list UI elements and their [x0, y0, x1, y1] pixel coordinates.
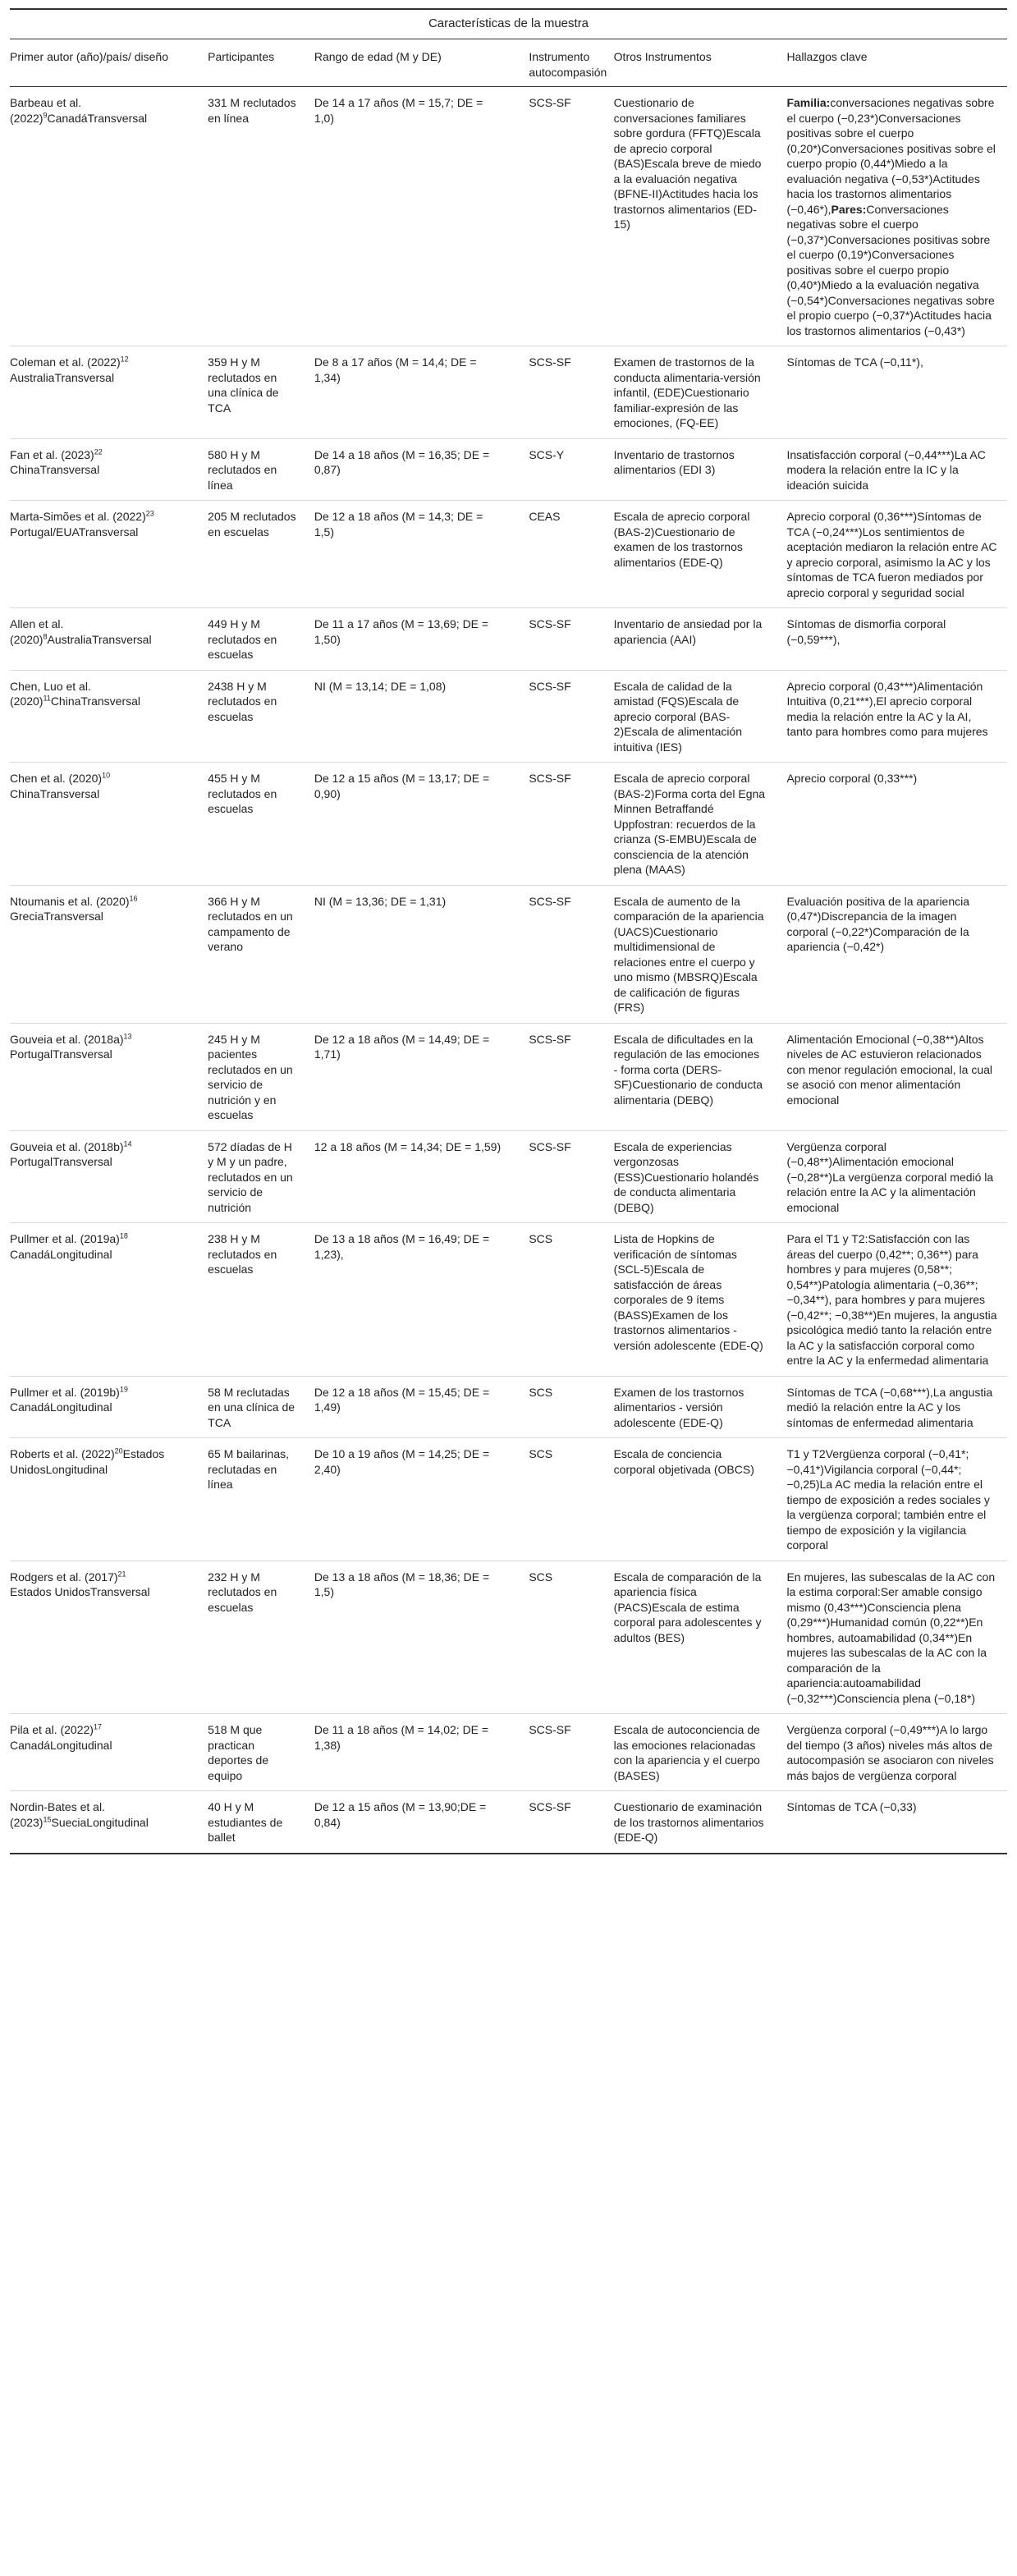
author-cell: Gouveia et al. $(2018b)^{14}$ PortugalTransversal: [10, 1130, 208, 1223]
reference-link[interactable]: 14: [123, 1139, 132, 1148]
other-instruments-cell: Escala de calidad de la amistad (FQS)Escala de aprecio corporal (BAS-2)Escala de alimentación intuitiva (IES): [614, 670, 787, 763]
findings-cell: Insatisfacción corporal (−0,44***)La AC modera la relación entre la IC y la ideación suicida: [786, 438, 1007, 501]
instrument-cell: SCS-SF: [529, 1130, 613, 1223]
table-row: [10, 885, 1007, 1023]
author-cell: Chen, Luo et al. $(2020)^{11}ChinaTransversal$: [10, 670, 208, 763]
author-cell: Pullmer et al. $(2019b)^{19}$ CanadáLongitudinal: [10, 1376, 208, 1438]
age-cell: De 11 a 18 años (M = 14,02; DE = 1,38): [314, 1714, 529, 1791]
other-instruments-cell: Escala de comparación de la apariencia física (PACS)Escala de estima corporal para adolescentes y adultos (BES): [614, 1561, 787, 1714]
participants-cell: 331 M reclutados en línea: [208, 87, 314, 346]
header-row: [10, 39, 1007, 87]
author-cell: Nordin-Bates et al. $(2023)^{15}SueciaLongitudinal$: [10, 1791, 208, 1854]
author-cell: Roberts et al. $(2022)^{20}Estados$ UnidosLongitudinal: [10, 1438, 208, 1561]
author-cell: Rodgers et al. $(2017)^{21}$ Estados UnidosTransversal: [10, 1561, 208, 1714]
instrument-cell: SCS-Y: [529, 438, 613, 501]
instrument-cell: SCS: [529, 1376, 613, 1438]
participants-cell: 2438 H y M reclutados en escuelas: [208, 670, 314, 763]
age-cell: NI (M = 13,14; DE = 1,08): [314, 670, 529, 763]
reference-link[interactable]: 16: [129, 893, 138, 902]
age-cell: 12 a 18 años (M = 14,34; DE = 1,59): [314, 1130, 529, 1223]
participants-cell: 58 M reclutadas en una clínica de TCA: [208, 1376, 314, 1438]
reference-link[interactable]: 8: [43, 631, 48, 640]
table-row: [10, 1023, 1007, 1130]
other-instruments-cell: Examen de trastornos de la conducta alimentaria-versión infantil, (EDE)Cuestionario familiar-expresión de las emociones, (FQ-EE): [614, 346, 787, 439]
author-cell: Barbeau et al. $(2022)^9CanadáTransversal$: [10, 87, 208, 346]
instrument-cell: SCS-SF: [529, 1791, 613, 1854]
age-cell: De 13 a 18 años (M = 16,49; DE = 1,23),: [314, 1223, 529, 1377]
instrument-cell: SCS-SF: [529, 608, 613, 671]
other-instruments-cell: Examen de los trastornos alimentarios - versión adolescente (EDE-Q): [614, 1376, 787, 1438]
instrument-cell: SCS-SF: [529, 1714, 613, 1791]
author-cell: Coleman et al. $(2022)^{12}$ AustraliaTransversal: [10, 346, 208, 439]
participants-cell: 580 H y M reclutados en línea: [208, 438, 314, 501]
age-cell: De 14 a 17 años (M = 15,7; DE = 1,0): [314, 87, 529, 346]
other-instruments-cell: Lista de Hopkins de verificación de síntomas (SCL-5)Escala de satisfacción de áreas corporales de 9 ítems (BASS)Examen de los trastornos alimentarios - versión adolescente (EDE-Q): [614, 1223, 787, 1377]
participants-cell: 449 H y M reclutados en escuelas: [208, 608, 314, 671]
header-author: Primer autor (año)/país/ diseño: [10, 39, 208, 87]
author-cell: Pila et al. $(2022)^{17}$ CanadáLongitudinal: [10, 1714, 208, 1791]
findings-cell: Síntomas de TCA (−0,68***),La angustia medió la relación entre la AC y los síntomas de enfermedad alimentaria: [786, 1376, 1007, 1438]
participants-cell: 238 H y M reclutados en escuelas: [208, 1223, 314, 1377]
table-caption: Características de la muestra: [10, 8, 1007, 39]
other-instruments-cell: Escala de aprecio corporal (BAS-2)Cuestionario de examen de los trastornos alimentarios (EDE-Q): [614, 501, 787, 608]
instrument-cell: CEAS: [529, 501, 613, 608]
sample-characteristics-table: [10, 8, 1007, 1854]
table-row: [10, 608, 1007, 671]
header-instrument: Instrumento autocompasión: [529, 39, 613, 87]
findings-cell: Síntomas de TCA (−0,33): [786, 1791, 1007, 1854]
findings-cell: Vergüenza corporal (−0,48**)Alimentación emocional (−0,28**)La vergüenza corporal medió la relación entre la AC y la alimentación emocional: [786, 1130, 1007, 1223]
table-row: [10, 346, 1007, 439]
findings-cell: Familia:conversaciones negativas sobre el cuerpo (−0,23*)Conversaciones positivas sobre el cuerpo (0,20*)Conversaciones positivas sobre el cuerpo propio (0,44*)Miedo a la evaluación negativa (−0,53*)Actitudes hacia los trastornos alimentarios (−0,46*),Pares:Conversaciones negativas sobre el cuerpo (−0,37*)Conversaciones positivas sobre el cuerpo (0,19*)Conversaciones positivas sobre el cuerpo propio (0,40*)Miedo a la evaluación negativa (−0,54*)Conversaciones negativas sobre el propio cuerpo (−0,37*)Actitudes hacia los trastornos alimentarios (−0,43*): [786, 87, 1007, 346]
participants-cell: 572 díadas de H y M y un padre, reclutados en un servicio de nutrición: [208, 1130, 314, 1223]
data-table: [10, 39, 1007, 1854]
instrument-cell: SCS-SF: [529, 670, 613, 763]
reference-link[interactable]: 17: [93, 1722, 102, 1731]
findings-cell: Aprecio corporal (0,33***): [786, 763, 1007, 886]
table-row: [10, 1130, 1007, 1223]
findings-cell: Síntomas de dismorfia corporal (−0,59***),: [786, 608, 1007, 671]
header-age: Rango de edad (M y DE): [314, 39, 529, 87]
other-instruments-cell: Cuestionario de conversaciones familiares sobre gordura (FFTQ)Escala de aprecio corporal (BAS)Escala breve de miedo a la evaluación negativa (BFNE-II)Actitudes hacia los trastornos alimentarios (ED-15): [614, 87, 787, 346]
findings-cell: En mujeres, las subescalas de la AC con la estima corporal:Ser amable consigo mismo (0,43***)Consciencia plena (0,29***)Humanidad común (0,22**)En hombres, autoamabilidad (0,34**)En mujeres las subescalas de la AC con la comparación de la apariencia:autoamabilidad (−0,32***)Consciencia plena (−0,18*): [786, 1561, 1007, 1714]
table-row: [10, 87, 1007, 346]
instrument-cell: SCS: [529, 1223, 613, 1377]
findings-cell: Alimentación Emocional (−0,38**)Altos niveles de AC estuvieron relacionados con menor regulación emocional, la cual se asoció con menor alimentación emocional: [786, 1023, 1007, 1130]
other-instruments-cell: Cuestionario de examinación de los trastornos alimentarios (EDE-Q): [614, 1791, 787, 1854]
findings-cell: Vergüenza corporal (−0,49***)A lo largo del tiempo (3 años) niveles más altos de autocompasión se asociaron con niveles más bajos de vergüenza corporal: [786, 1714, 1007, 1791]
header-findings: Hallazgos clave: [786, 39, 1007, 87]
other-instruments-cell: Escala de experiencias vergonzosas (ESS)Cuestionario holandés de conducta alimentaria (DEBQ): [614, 1130, 787, 1223]
author-cell: Marta-Simões et al. $(2022)^{23}$ Portugal/EUATransversal: [10, 501, 208, 608]
instrument-cell: SCS-SF: [529, 763, 613, 886]
findings-cell: Síntomas de TCA (−0,11*),: [786, 346, 1007, 439]
reference-link[interactable]: 13: [123, 1031, 132, 1040]
reference-link[interactable]: 11: [43, 694, 51, 703]
age-cell: De 11 a 17 años (M = 13,69; DE = 1,50): [314, 608, 529, 671]
participants-cell: 232 H y M reclutados en escuelas: [208, 1561, 314, 1714]
reference-link[interactable]: 22: [94, 447, 103, 456]
reference-link[interactable]: 15: [43, 1814, 52, 1823]
table-row: [10, 1714, 1007, 1791]
participants-cell: 245 H y M pacientes reclutados en un servicio de nutrición y en escuelas: [208, 1023, 314, 1130]
table-row: [10, 501, 1007, 608]
reference-link[interactable]: 21: [117, 1569, 126, 1578]
author-cell: Chen et al. $(2020)^{10}$ ChinaTransversal: [10, 763, 208, 886]
other-instruments-cell: Escala de dificultades en la regulación de las emociones - forma corta (DERS-SF)Cuestionario de conducta alimentaria (DEBQ): [614, 1023, 787, 1130]
age-cell: De 8 a 17 años (M = 14,4; DE = 1,34): [314, 346, 529, 439]
author-cell: Pullmer et al. $(2019a)^{18}$ CanadáLongitudinal: [10, 1223, 208, 1377]
other-instruments-cell: Escala de autoconciencia de las emociones relacionadas con la apariencia y el cuerpo (BASES): [614, 1714, 787, 1791]
age-cell: De 10 a 19 años (M = 14,25; DE = 2,40): [314, 1438, 529, 1561]
reference-link[interactable]: 9: [43, 110, 48, 119]
age-cell: De 12 a 15 años (M = 13,17; DE = 0,90): [314, 763, 529, 886]
other-instruments-cell: Escala de conciencia corporal objetivada (OBCS): [614, 1438, 787, 1561]
instrument-cell: SCS: [529, 1561, 613, 1714]
author-cell: Gouveia et al. $(2018a)^{13}$ PortugalTransversal: [10, 1023, 208, 1130]
findings-cell: Para el T1 y T2:Satisfacción con las áreas del cuerpo (0,42**; 0,36**) para hombres y para mujeres (0,58**; 0,54**)Patología alimentaria (−0,36**; −0,34**), para hombres y para mujeres (−0,42**; −0,38**)En mujeres, la angustia psicológica medió tanto la relación entre la AC y la satisfacción corporal como entre la AC y la enfermedad alimentaria: [786, 1223, 1007, 1377]
findings-cell: Aprecio corporal (0,43***)Alimentación Intuitiva (0,21***),El aprecio corporal media la relación entre la AC y la AI, tanto para hombres como para mujeres: [786, 670, 1007, 763]
instrument-cell: SCS-SF: [529, 1023, 613, 1130]
other-instruments-cell: Inventario de trastornos alimentarios (EDI 3): [614, 438, 787, 501]
participants-cell: 455 H y M reclutados en escuelas: [208, 763, 314, 886]
author-cell: Fan et al. $(2023)^{22}$ ChinaTransversal: [10, 438, 208, 501]
reference-link[interactable]: 20: [114, 1446, 123, 1455]
participants-cell: 518 M que practican deportes de equipo: [208, 1714, 314, 1791]
age-cell: NI (M = 13,36; DE = 1,31): [314, 885, 529, 1023]
findings-cell: T1 y T2Vergüenza corporal (−0,41*; −0,41*)Vigilancia corporal (−0,44*; −0,25)La AC media la relación entre el tiempo de exposición a redes sociales y la vergüenza corporal; también entre el tiempo de exposición y la vigilancia corporal: [786, 1438, 1007, 1561]
reference-link[interactable]: 23: [145, 509, 154, 518]
instrument-cell: SCS: [529, 1438, 613, 1561]
author-cell: Ntoumanis et al. $(2020)^{16}$ GreciaTransversal: [10, 885, 208, 1023]
participants-cell: 366 H y M reclutados en un campamento de verano: [208, 885, 314, 1023]
participants-cell: 40 H y M estudiantes de ballet: [208, 1791, 314, 1854]
table-row: [10, 763, 1007, 886]
table-row: [10, 670, 1007, 763]
age-cell: De 13 a 18 años (M = 18,36; DE = 1,5): [314, 1561, 529, 1714]
other-instruments-cell: Escala de aprecio corporal (BAS-2)Forma corta del Egna Minnen Betraffandé Uppfostran: recuerdos de la crianza (S-EMBU)Escala de consciencia de la atención plena (MAAS): [614, 763, 787, 886]
other-instruments-cell: Inventario de ansiedad por la apariencia (AAI): [614, 608, 787, 671]
participants-cell: 65 M bailarinas, reclutadas en línea: [208, 1438, 314, 1561]
table-row: [10, 1438, 1007, 1561]
participants-cell: 205 M reclutados en escuelas: [208, 501, 314, 608]
instrument-cell: SCS-SF: [529, 346, 613, 439]
age-cell: De 12 a 18 años (M = 14,3; DE = 1,5): [314, 501, 529, 608]
findings-cell: Aprecio corporal (0,36***)Síntomas de TCA (−0,24***)Los sentimientos de aceptación mediaron la relación entre AC y aprecio corporal, asimismo la AC y los síntomas de TCA fueron mediados por aprecio corporal y seguridad social: [786, 501, 1007, 608]
other-instruments-cell: Escala de aumento de la comparación de la apariencia (UACS)Cuestionario multidimensional de relaciones entre el cuerpo y uno mismo (MBSRQ)Escala de calificación de figuras (FRS): [614, 885, 787, 1023]
participants-cell: 359 H y M reclutados en una clínica de TCA: [208, 346, 314, 439]
table-row: [10, 438, 1007, 501]
reference-link[interactable]: 10: [102, 771, 111, 780]
table-row: [10, 1561, 1007, 1714]
age-cell: De 12 a 18 años (M = 14,49; DE = 1,71): [314, 1023, 529, 1130]
table-row: [10, 1223, 1007, 1377]
age-cell: De 12 a 15 años (M = 13,90;DE = 0,84): [314, 1791, 529, 1854]
header-participants: Participantes: [208, 39, 314, 87]
age-cell: De 12 a 18 años (M = 15,45; DE = 1,49): [314, 1376, 529, 1438]
findings-cell: Evaluación positiva de la apariencia (0,47*)Discrepancia de la imagen corporal (−0,22*)Comparación de la apariencia (−0,42*): [786, 885, 1007, 1023]
table-row: [10, 1376, 1007, 1438]
author-cell: Allen et al. $(2020)^8AustraliaTransversal$: [10, 608, 208, 671]
reference-link[interactable]: 18: [119, 1231, 128, 1240]
header-others: Otros Instrumentos: [614, 39, 787, 87]
reference-link[interactable]: 12: [120, 355, 129, 364]
age-cell: De 14 a 18 años (M = 16,35; DE = 0,87): [314, 438, 529, 501]
table-row: [10, 1791, 1007, 1854]
instrument-cell: SCS-SF: [529, 87, 613, 346]
instrument-cell: SCS-SF: [529, 885, 613, 1023]
reference-link[interactable]: 19: [119, 1384, 128, 1393]
